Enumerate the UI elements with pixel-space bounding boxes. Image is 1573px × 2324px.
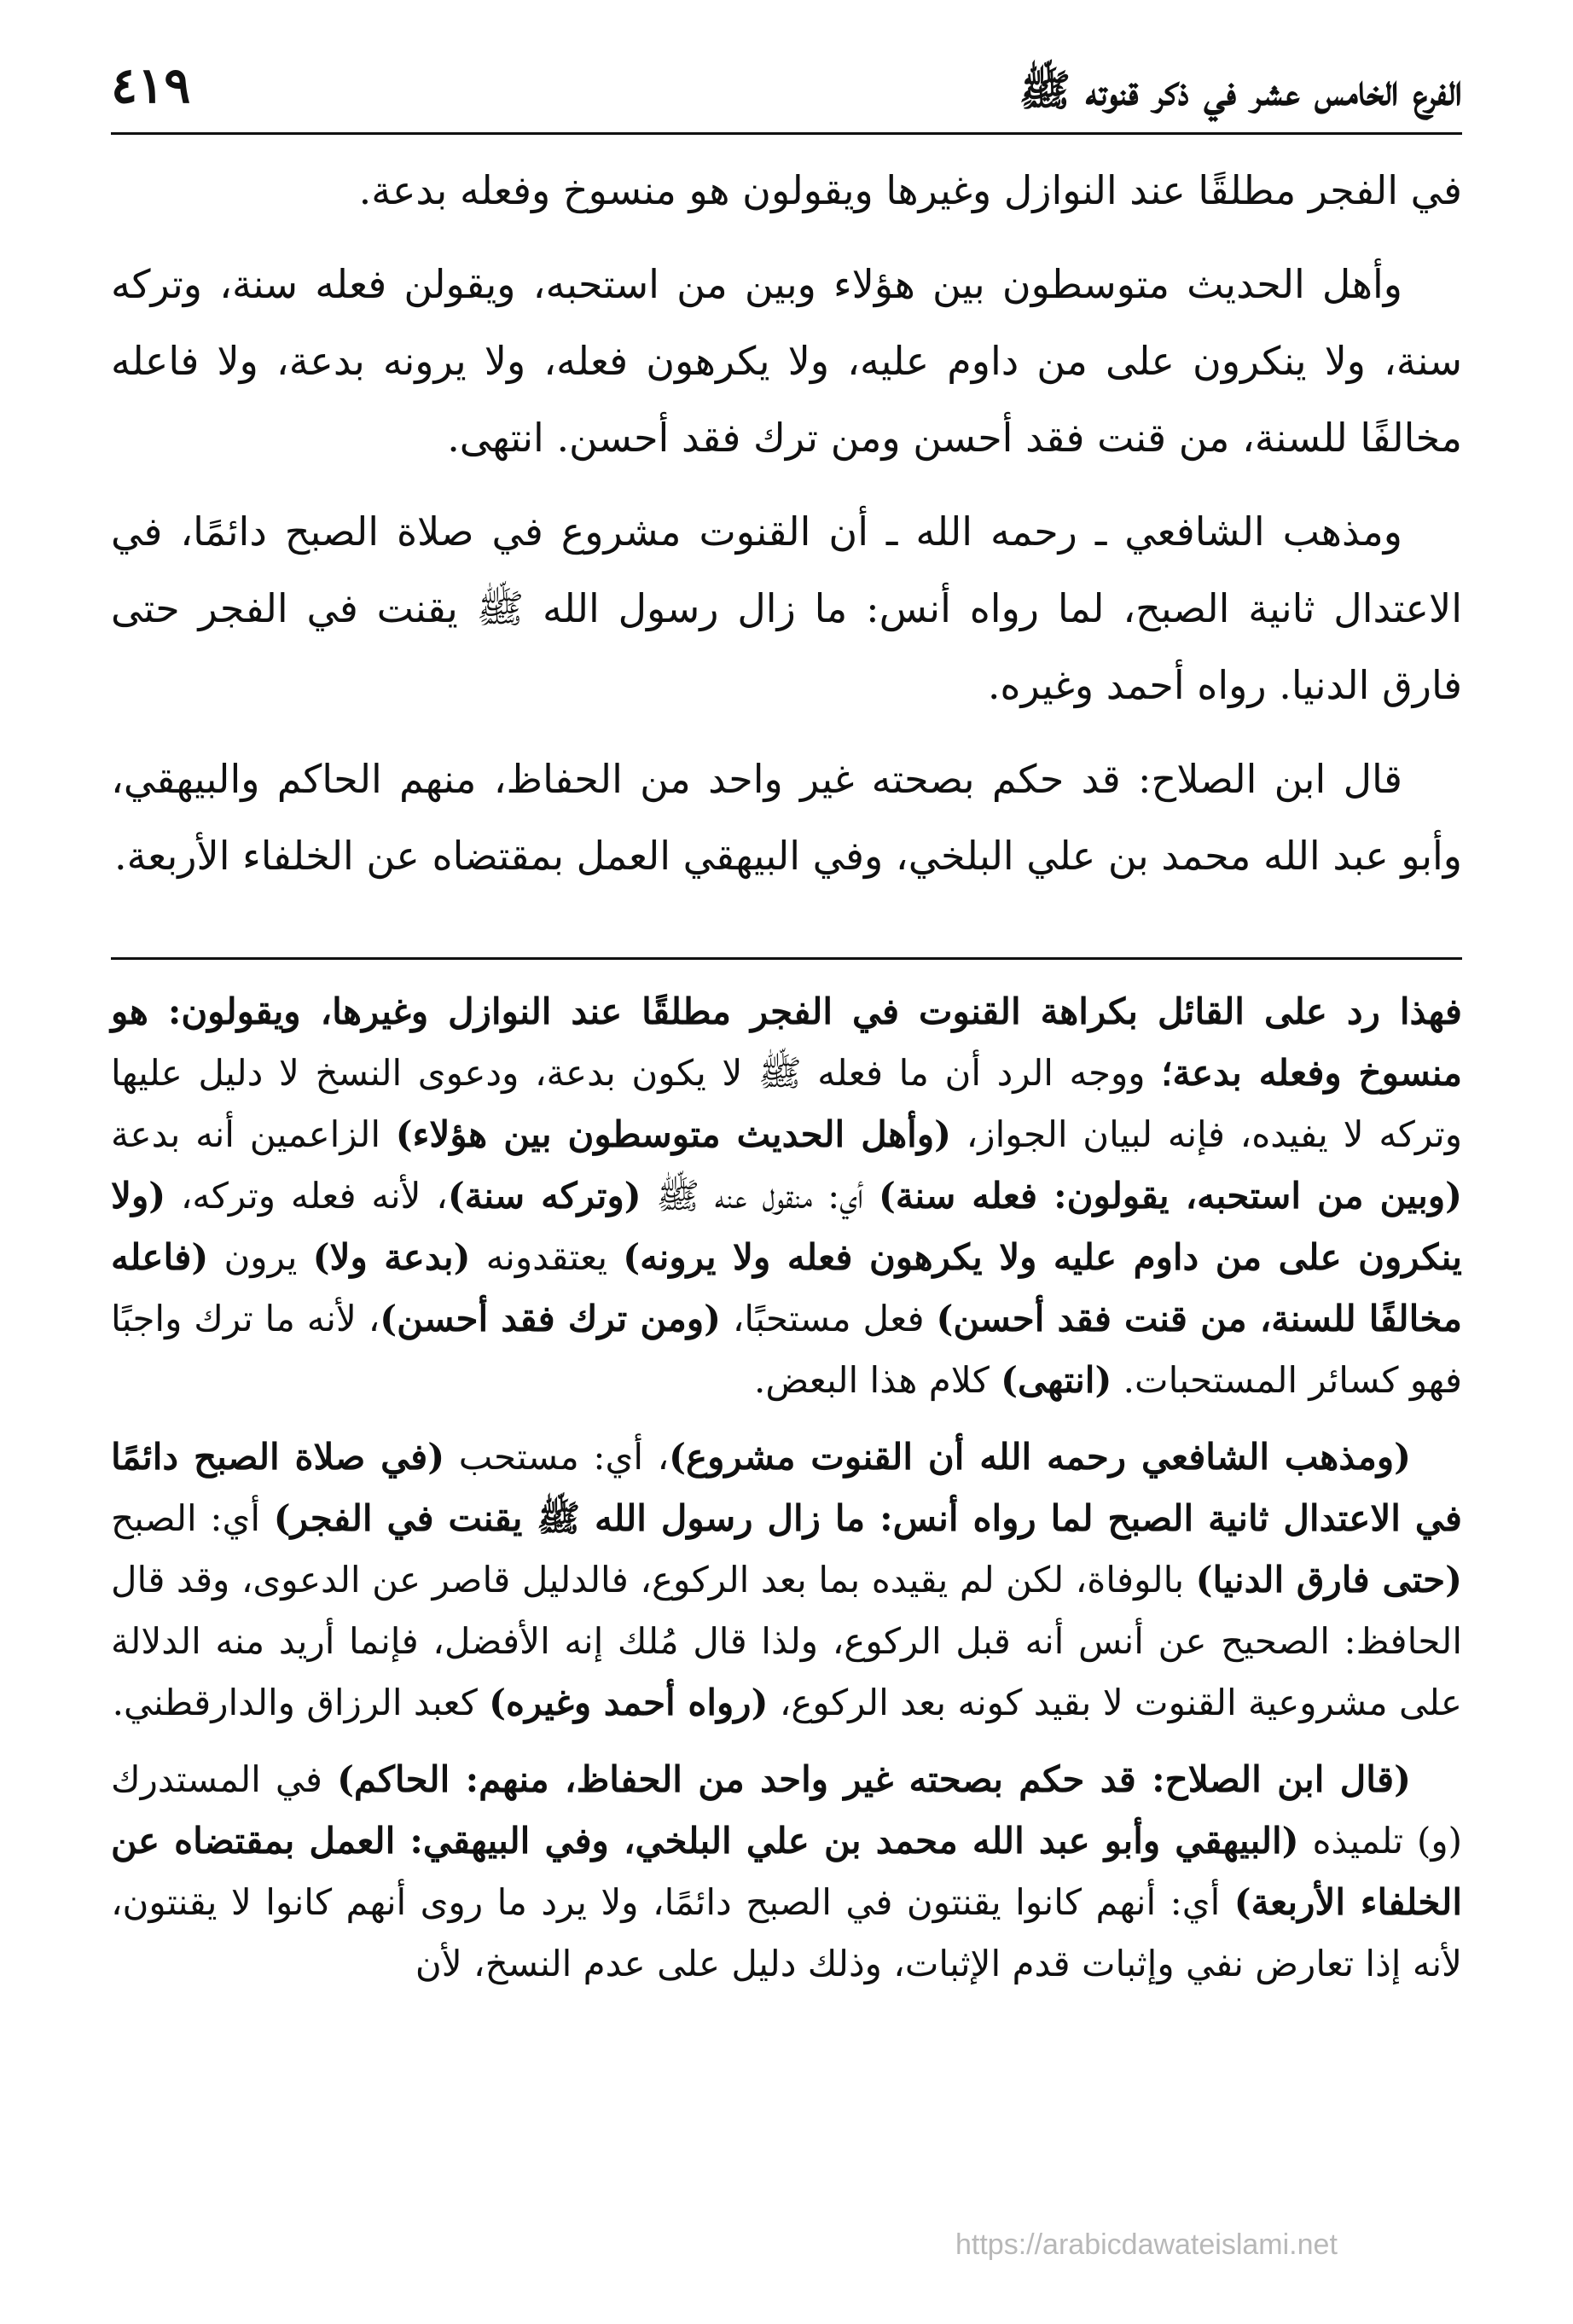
commentary-text: ووجه الرد أن ما فعله ﷺ لا يكون بدعة، ودعوى النسخ لا دليل عليها وتركه لا يفيده، فإنه لبيان الجواز، <box>111 1052 1462 1155</box>
commentary-text: في المستدرك (و) تلميذه <box>111 1758 1462 1862</box>
commentary-text: بالوفاة، لكن لم يقيده بما بعد الركوع، فالدليل قاصر عن الدعوى، وقد قال الحافظ: الصحيح عن أنس أنه قبل الركوع، ولذا قال مُلك إنه الأفضل، فإنما أريد منه الدلالة على مشروعية القنوت لا بقيد كونه بعد الركوع، <box>111 1559 1463 1723</box>
header-rule <box>111 132 1462 135</box>
quoted-text: (البيهقي وأبو عبد الله محمد بن علي البلخي، وفي البيهقي: العمل بمقتضاه عن الخلفاء الأربعة) <box>111 1820 1462 1923</box>
commentary-text: ، لأنه فعله وتركه، <box>165 1175 448 1217</box>
commentary-text: يعتقدونه <box>470 1236 624 1278</box>
quoted-text: (انتهى) <box>1001 1359 1112 1401</box>
commentary-text: ، أي: مستحب <box>444 1436 670 1478</box>
main-paragraph: في الفجر مطلقًا عند النوازل وغيرها ويقولون هو منسوخ وفعله بدعة. <box>358 167 1462 213</box>
commentary-text: كلام هذا البعض. <box>753 1359 1001 1401</box>
main-text <box>111 152 1462 911</box>
commentary-text: أي: أنهم كانوا يقنتون في الصبح دائمًا، ولا يرد ما روى أنهم كانوا لا يقنتون، لأنه إذا تعارض نفي وإثبات قدم الإثبات، وذلك دليل على عدم النسخ، لأن <box>111 1881 1462 1984</box>
quoted-text: (وبين من استحبه، يقولون: فعله سنة) <box>879 1175 1462 1217</box>
watermark-url: https://arabicdawateislami.net <box>955 2228 1338 2261</box>
page-header <box>111 49 1462 135</box>
quoted-text: فهذا رد على القائل بكراهة القنوت في الفجر مطلقًا عند النوازل وغيرها، ويقولون: هو منسوخ وفعله بدعة؛ <box>111 991 1462 1094</box>
quoted-text: (وأهل الحديث متوسطون بين هؤلاء) <box>395 1113 951 1155</box>
running-title: الفرع الخامس عشر في ذكر قنوته ﷺ <box>1019 65 1462 115</box>
commentary-text: كعبد الرزاق والدارقطني. <box>112 1682 490 1723</box>
commentary-paragraph <box>111 1749 1462 1995</box>
main-paragraph: وأهل الحديث متوسطون بين هؤلاء وبين من استحبه، ويقولن فعله سنة، وتركه سنة، ولا ينكرون على من داوم عليه، ولا يكرهون فعله، ولا يرونه بدعة، ولا فاعله مخالفًا للسنة، من قنت فقد أحسن ومن ترك فقد أحسن. انتهى. <box>111 261 1462 461</box>
quoted-text: (قال ابن الصلاح: قد حكم بصحته غير واحد من الحفاظ، منهم: الحاكم) <box>337 1758 1411 1800</box>
commentary-text: يرون <box>208 1236 313 1278</box>
commentary-paragraph <box>111 1426 1462 1734</box>
quoted-text: (حتى فارق الدنيا) <box>1195 1559 1462 1601</box>
commentary-text: أي: الصبح <box>111 1497 274 1539</box>
main-paragraph: قال ابن الصلاح: قد حكم بصحته غير واحد من الحفاظ، منهم الحاكم والبيهقي، وأبو عبد الله محمد بن علي البلخي، وفي البيهقي العمل بمقتضاه عن الخلفاء الأربعة. <box>111 756 1462 879</box>
quoted-text: (ولا ينكرون على من داوم عليه ولا يكرهون فعله ولا يرونه) <box>111 1175 1462 1278</box>
main-paragraph: ومذهب الشافعي ـ رحمه الله ـ أن القنوت مشروع في صلاة الصبح دائمًا، في الاعتدال ثانية الصبح، لما رواه أنس: ما زال رسول الله ﷺ يقنت في الفجر حتى فارق الدنيا. رواه أحمد وغيره. <box>111 508 1462 708</box>
page-number: ٤١٩ <box>111 56 191 114</box>
commentary <box>111 981 1462 2010</box>
commentary-text: فعل مستحبًا، <box>721 1298 937 1339</box>
quoted-text: (فاعله مخالفًا للسنة، من قنت فقد أحسن) <box>111 1236 1462 1339</box>
quoted-text: (في صلاة الصبح دائمًا في الاعتدال ثانية الصبح لما رواه أنس: ما زال رسول الله ﷺ يقنت في الفجر) <box>111 1436 1462 1539</box>
quoted-text: (رواه أحمد وغيره) <box>489 1682 769 1723</box>
quoted-text: (بدعة ولا) <box>312 1236 471 1278</box>
quoted-text: (وتركه سنة) <box>447 1175 641 1217</box>
commentary-text: ، لأنه ما ترك واجبًا فهو كسائر المستحبات. <box>111 1298 1462 1401</box>
quoted-text: (ومذهب الشافعي رحمه الله أن القنوت مشروع) <box>669 1436 1411 1478</box>
commentary-text: الزاعمين أنه بدعة <box>111 1113 396 1155</box>
quoted-text: (ومن ترك فقد أحسن) <box>380 1298 722 1339</box>
section-divider <box>111 957 1462 960</box>
commentary-paragraph <box>111 981 1462 1411</box>
commentary-text: أي: منقول عنه ﷺ <box>641 1175 879 1217</box>
